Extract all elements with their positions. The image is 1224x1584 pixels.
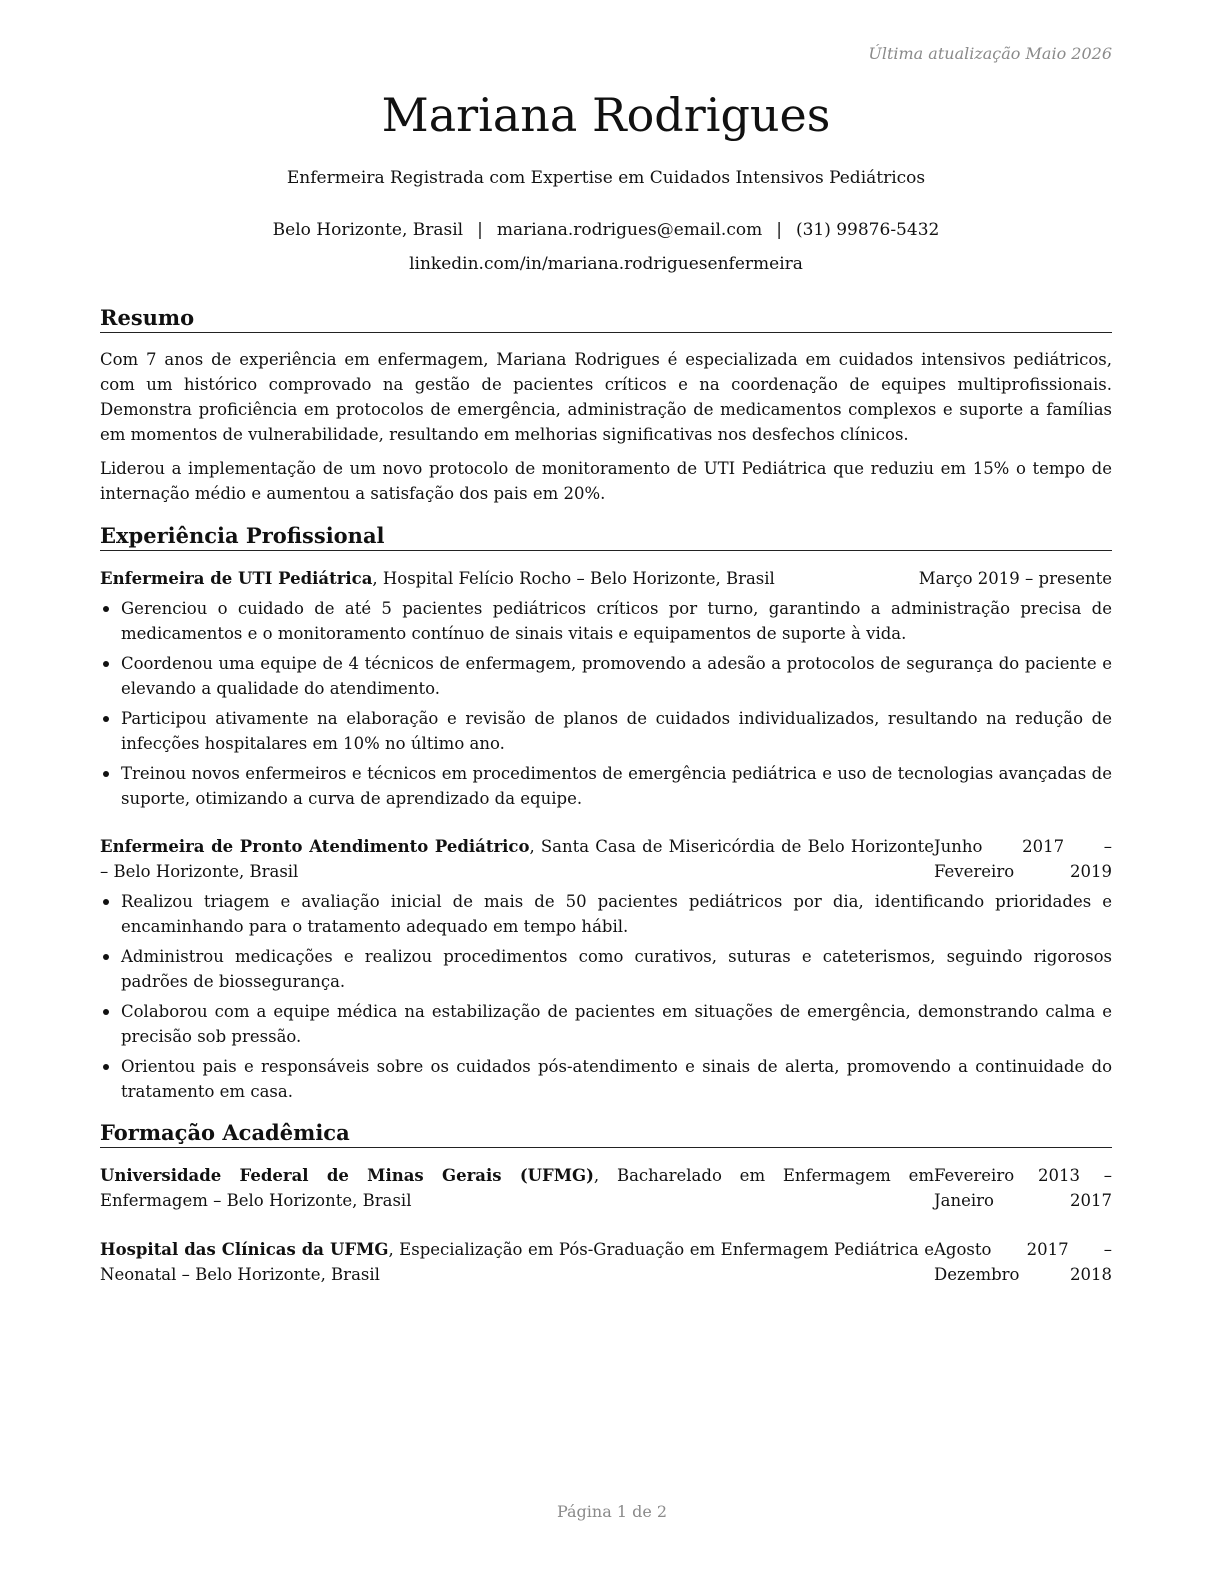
education-detail: , Especialização em Pós-Graduação em Enfermagem Pediátrica e Neonatal – Belo Horizonte, Brasil bbox=[100, 1240, 934, 1284]
education-institution: Universidade Federal de Minas Gerais (UFMG) bbox=[100, 1166, 594, 1185]
contact-phone: (31) 99876-5432 bbox=[795, 220, 940, 240]
list-item: Gerenciou o cuidado de até 5 pacientes pediátricos críticos por turno, garantindo a administração precisa de medicamentos e o monitoramento contínuo de sinais vitais e equipamentos de suporte à vida. bbox=[100, 596, 1112, 646]
page-number: Página 1 de 2 bbox=[556, 1502, 668, 1521]
list-item: Realizou triagem e avaliação inicial de mais de 50 pacientes pediátricos por dia, identificando prioridades e encaminhando para o tratamento adequado em tempo hábil. bbox=[100, 889, 1112, 939]
last-updated: Última atualização Maio 2026 bbox=[868, 44, 1112, 63]
job-dates: Março 2019 – presente bbox=[918, 569, 1112, 588]
job-role: Enfermeira de UTI Pediátrica bbox=[100, 569, 373, 588]
job-bullets bbox=[100, 596, 1112, 816]
section-title-summary: Resumo bbox=[100, 306, 1112, 333]
candidate-name: Mariana Rodrigues bbox=[381, 88, 831, 142]
education-dates: Agosto 2017 – Dezembro 2018 bbox=[934, 1240, 1112, 1284]
job-place: , Santa Casa de Misericórdia de Belo Horizonte – Belo Horizonte, Brasil bbox=[100, 837, 934, 881]
education-header bbox=[100, 1163, 1112, 1213]
section-title-experience: Experiência Profissional bbox=[100, 524, 1112, 551]
job-dates: Junho 2017 – Fevereiro 2019 bbox=[934, 837, 1112, 881]
contact-line bbox=[100, 220, 1112, 240]
candidate-subtitle: Enfermeira Registrada com Expertise em Cuidados Intensivos Pediátricos bbox=[286, 168, 926, 188]
section-title-education: Formação Acadêmica bbox=[100, 1121, 1112, 1148]
education-dates: Fevereiro 2013 – Janeiro 2017 bbox=[934, 1166, 1112, 1210]
list-item: Coordenou uma equipe de 4 técnicos de enfermagem, promovendo a adesão a protocolos de segurança do paciente e elevando a qualidade do atendimento. bbox=[100, 651, 1112, 701]
contact-location: Belo Horizonte, Brasil bbox=[272, 220, 464, 240]
contact-linkedin[interactable]: linkedin.com/in/mariana.rodriguesenfermeira bbox=[409, 254, 803, 274]
list-item: Treinou novos enfermeiros e técnicos em procedimentos de emergência pediátrica e uso de tecnologias avançadas de suporte, otimizando a curva de aprendizado da equipe. bbox=[100, 761, 1112, 811]
contact-separator: | bbox=[776, 220, 782, 240]
job-header bbox=[100, 834, 1112, 884]
summary-paragraph-2: Liderou a implementação de um novo protocolo de monitoramento de UTI Pediátrica que reduziu em 15% o tempo de internação médio e aumentou a satisfação dos pais em 20%. bbox=[100, 459, 1112, 503]
contact-separator: | bbox=[477, 220, 483, 240]
list-item: Participou ativamente na elaboração e revisão de planos de cuidados individualizados, resultando na redução de infecções hospitalares em 10% no último ano. bbox=[100, 706, 1112, 756]
contact-email[interactable]: mariana.rodrigues@email.com bbox=[496, 220, 763, 240]
list-item: Administrou medicações e realizou procedimentos como curativos, suturas e cateterismos, seguindo rigorosos padrões de biossegurança. bbox=[100, 944, 1112, 994]
summary-paragraph-1: Com 7 anos de experiência em enfermagem, Mariana Rodrigues é especializada em cuidados intensivos pediátricos, com um histórico comprovado na gestão de pacientes críticos e na coordenação de equipes multiprofissionais. Demonstra proficiência em protocolos de emergência, administração de medicamentos complexos e suporte a famílias em momentos de vulnerabilidade, resultando em melhorias significativas nos desfechos clínicos. bbox=[100, 350, 1112, 444]
job-role: Enfermeira de Pronto Atendimento Pediátrico bbox=[100, 837, 530, 856]
job-header bbox=[100, 566, 1112, 591]
education-institution: Hospital das Clínicas da UFMG bbox=[100, 1240, 389, 1259]
list-item: Orientou pais e responsáveis sobre os cuidados pós-atendimento e sinais de alerta, promovendo a continuidade do tratamento em casa. bbox=[100, 1054, 1112, 1104]
job-place: , Hospital Felício Rocho – Belo Horizonte, Brasil bbox=[372, 569, 775, 588]
education-header bbox=[100, 1237, 1112, 1287]
job-bullets bbox=[100, 889, 1112, 1109]
list-item: Colaborou com a equipe médica na estabilização de pacientes em situações de emergência, demonstrando calma e precisão sob pressão. bbox=[100, 999, 1112, 1049]
education-detail: , Bacharelado em Enfermagem em Enfermagem – Belo Horizonte, Brasil bbox=[100, 1166, 934, 1210]
